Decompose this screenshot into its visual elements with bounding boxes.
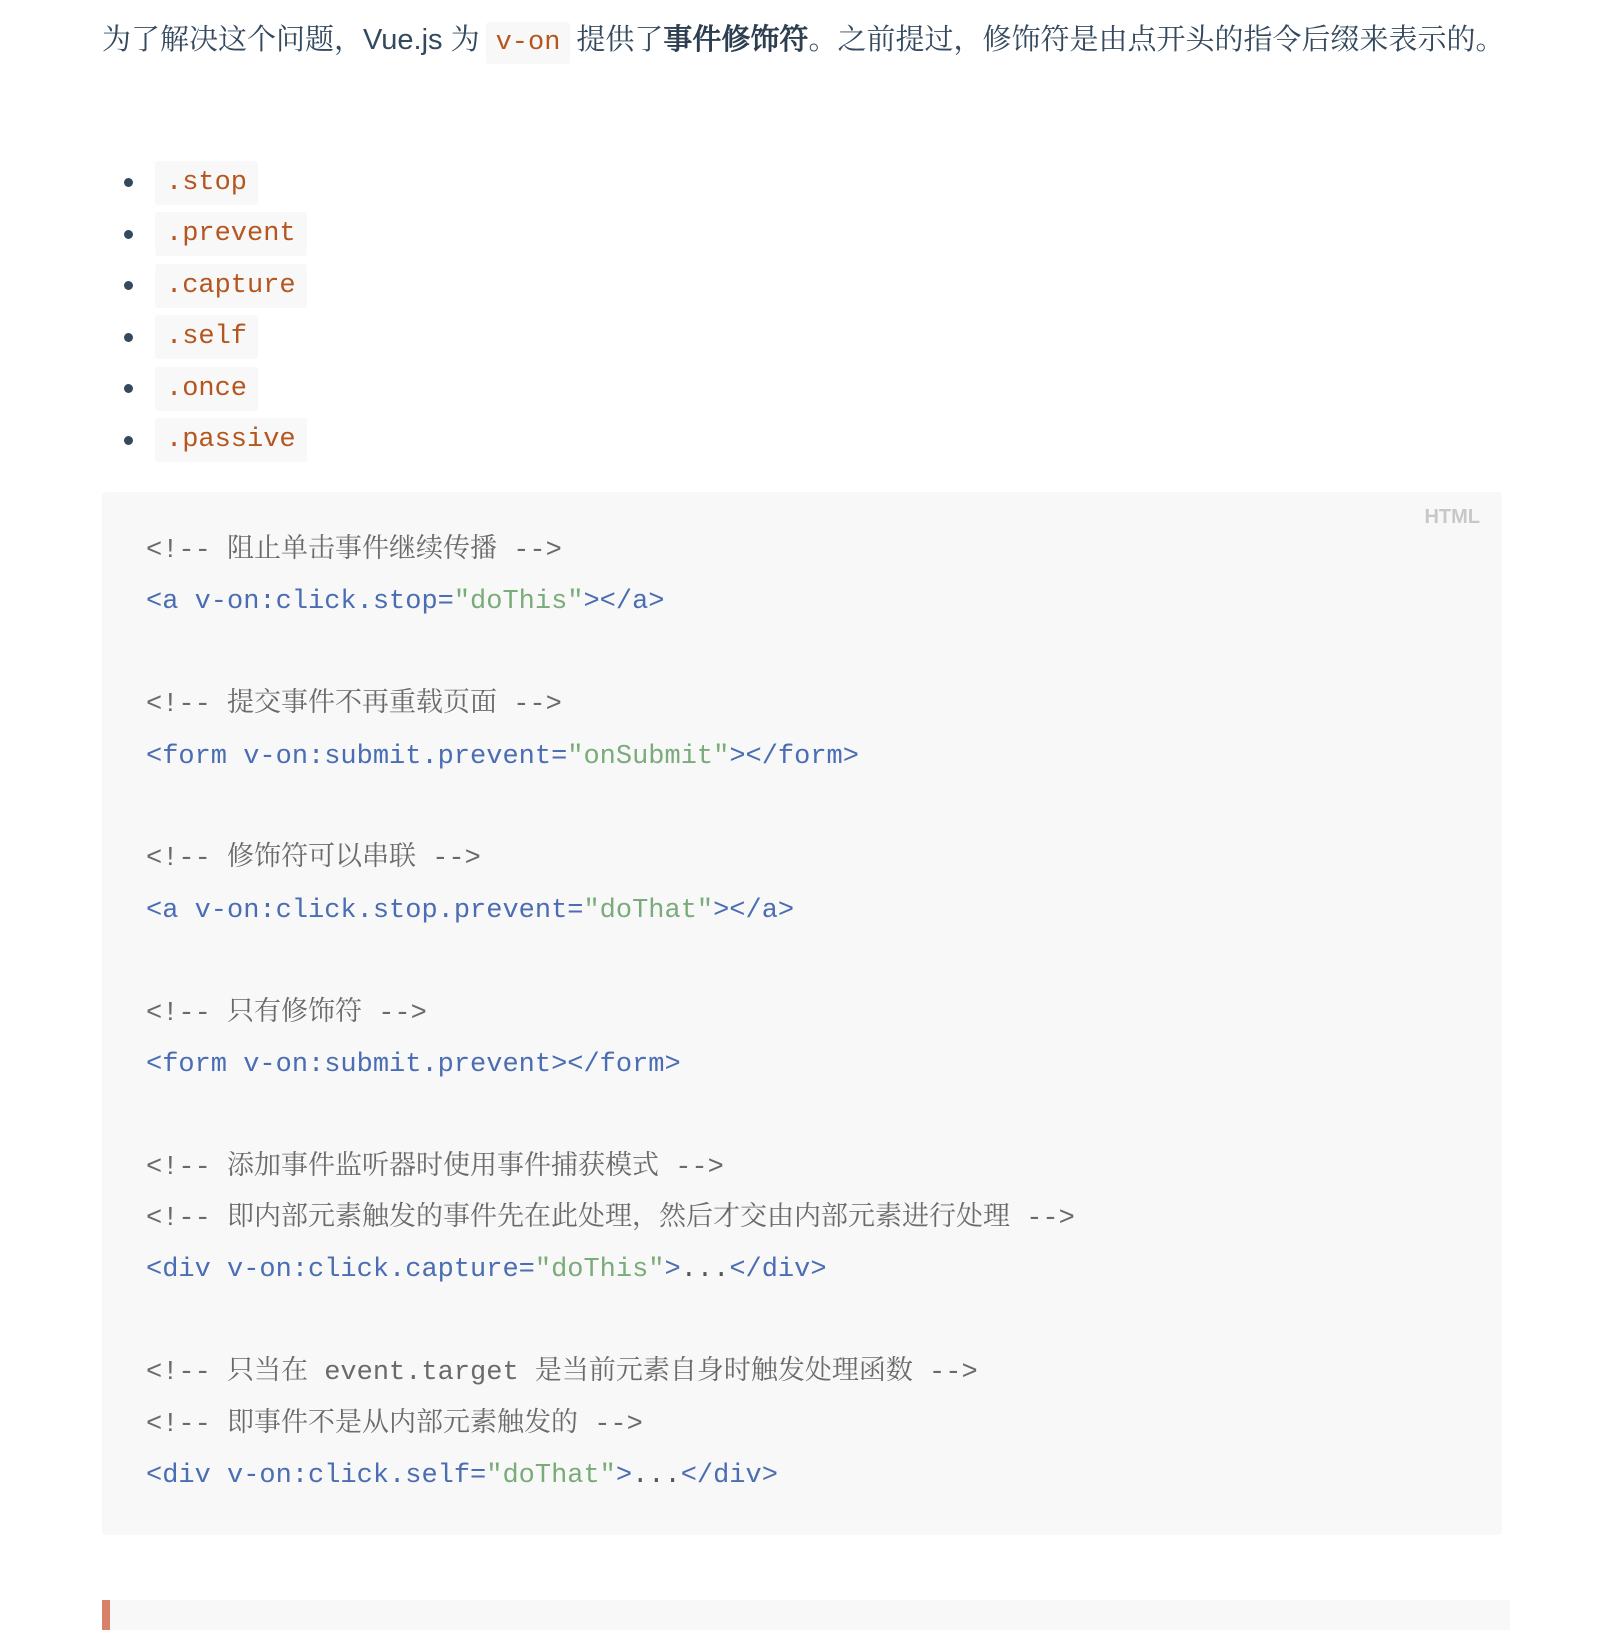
code-line-blank bbox=[146, 1091, 1075, 1142]
code-line bbox=[146, 1245, 1075, 1296]
list-item bbox=[102, 157, 307, 209]
modifier-code: .once bbox=[155, 367, 258, 411]
modifier-code: .passive bbox=[155, 418, 307, 462]
code-token-comment: <!-- 即内部元素触发的事件先在此处理，然后才交由内部元素进行处理 --> bbox=[146, 1204, 1075, 1235]
list-item bbox=[102, 312, 307, 364]
intro-text: 为了解决这个问题，Vue.js 为 bbox=[102, 24, 480, 56]
list-item bbox=[102, 260, 307, 312]
intro-bold-term: 事件修饰符 bbox=[663, 24, 809, 56]
blockquote-tip bbox=[102, 1600, 1510, 1630]
code-block bbox=[102, 492, 1502, 1535]
list-item bbox=[102, 363, 307, 415]
intro-text: 提供了 bbox=[576, 24, 664, 56]
modifier-list bbox=[102, 157, 307, 466]
code-line bbox=[146, 526, 1075, 577]
bullet-icon bbox=[124, 384, 133, 393]
intro-text: 。之前提过，修饰符是由点开头的指令后缀来表示的。 bbox=[808, 24, 1505, 56]
code-line bbox=[146, 1040, 1075, 1091]
modifier-code: .self bbox=[155, 315, 258, 359]
code-token-tag: </div> bbox=[680, 1461, 778, 1492]
code-token-str: "doThat" bbox=[583, 895, 714, 926]
intro-paragraph bbox=[102, 14, 1522, 69]
code-token-comment: <!-- 修饰符可以串联 --> bbox=[146, 844, 481, 875]
code-token-tag: > bbox=[664, 1255, 681, 1286]
code-lines bbox=[146, 526, 1075, 1502]
code-line bbox=[146, 989, 1075, 1040]
code-token-str: "onSubmit" bbox=[567, 741, 730, 772]
code-token-tag: ></a> bbox=[713, 895, 795, 926]
code-line bbox=[146, 680, 1075, 731]
bullet-icon bbox=[124, 230, 133, 239]
code-token-tag: <form v-on:submit.prevent></form> bbox=[146, 1049, 681, 1080]
code-token-tag: ></form> bbox=[729, 741, 859, 772]
code-token-tag: > bbox=[615, 1461, 633, 1492]
code-token-comment: <!-- 提交事件不再重载页面 --> bbox=[146, 690, 562, 721]
code-line-blank bbox=[146, 629, 1075, 680]
code-token-tag: <form v-on:submit.prevent= bbox=[146, 741, 568, 772]
list-item bbox=[102, 209, 307, 261]
code-token-comment: <!-- 即事件不是从内部元素触发的 --> bbox=[146, 1409, 643, 1440]
code-token-plain: ... bbox=[632, 1461, 681, 1492]
code-token-tag: <div v-on:click.self= bbox=[146, 1461, 487, 1492]
bullet-icon bbox=[124, 178, 133, 187]
code-line bbox=[146, 1194, 1075, 1245]
bullet-icon bbox=[124, 333, 133, 342]
code-token-comment: <!-- 添加事件监听器时使用事件捕获模式 --> bbox=[146, 1152, 724, 1183]
code-line bbox=[146, 834, 1075, 885]
code-line bbox=[146, 1143, 1075, 1194]
inline-code-v-on: v-on bbox=[486, 22, 571, 64]
code-token-tag: <a v-on:click.stop.prevent= bbox=[146, 895, 584, 926]
code-token-tag: </div> bbox=[729, 1255, 827, 1286]
list-item bbox=[102, 415, 307, 467]
code-token-comment: <!-- 只有修饰符 --> bbox=[146, 998, 427, 1029]
code-line-blank bbox=[146, 783, 1075, 834]
code-token-tag: <a v-on:click.stop= bbox=[146, 587, 454, 618]
code-token-comment: <!-- 只当在 event.target 是当前元素自身时触发处理函数 --> bbox=[146, 1358, 978, 1389]
code-line bbox=[146, 1348, 1075, 1399]
code-line-blank bbox=[146, 1297, 1075, 1348]
code-token-str: "doThat" bbox=[486, 1461, 616, 1492]
code-line bbox=[146, 732, 1075, 783]
modifier-code: .stop bbox=[155, 161, 258, 205]
bullet-icon bbox=[124, 281, 133, 290]
modifier-code: .prevent bbox=[155, 212, 307, 256]
code-token-tag: ></a> bbox=[583, 587, 665, 618]
modifier-code: .capture bbox=[155, 264, 307, 308]
bullet-icon bbox=[124, 436, 133, 445]
code-line bbox=[146, 1451, 1075, 1502]
code-token-str: "doThis" bbox=[453, 587, 584, 618]
code-line bbox=[146, 886, 1075, 937]
code-token-plain: ... bbox=[680, 1255, 730, 1286]
code-token-tag: <div v-on:click.capture= bbox=[146, 1255, 535, 1286]
code-token-comment: <!-- 阻止单击事件继续传播 --> bbox=[146, 536, 562, 566]
code-line-blank bbox=[146, 937, 1075, 988]
code-line bbox=[146, 1400, 1075, 1451]
code-line bbox=[146, 577, 1075, 628]
code-language-label: HTML bbox=[1424, 506, 1480, 528]
code-token-str: "doThis" bbox=[534, 1255, 665, 1286]
